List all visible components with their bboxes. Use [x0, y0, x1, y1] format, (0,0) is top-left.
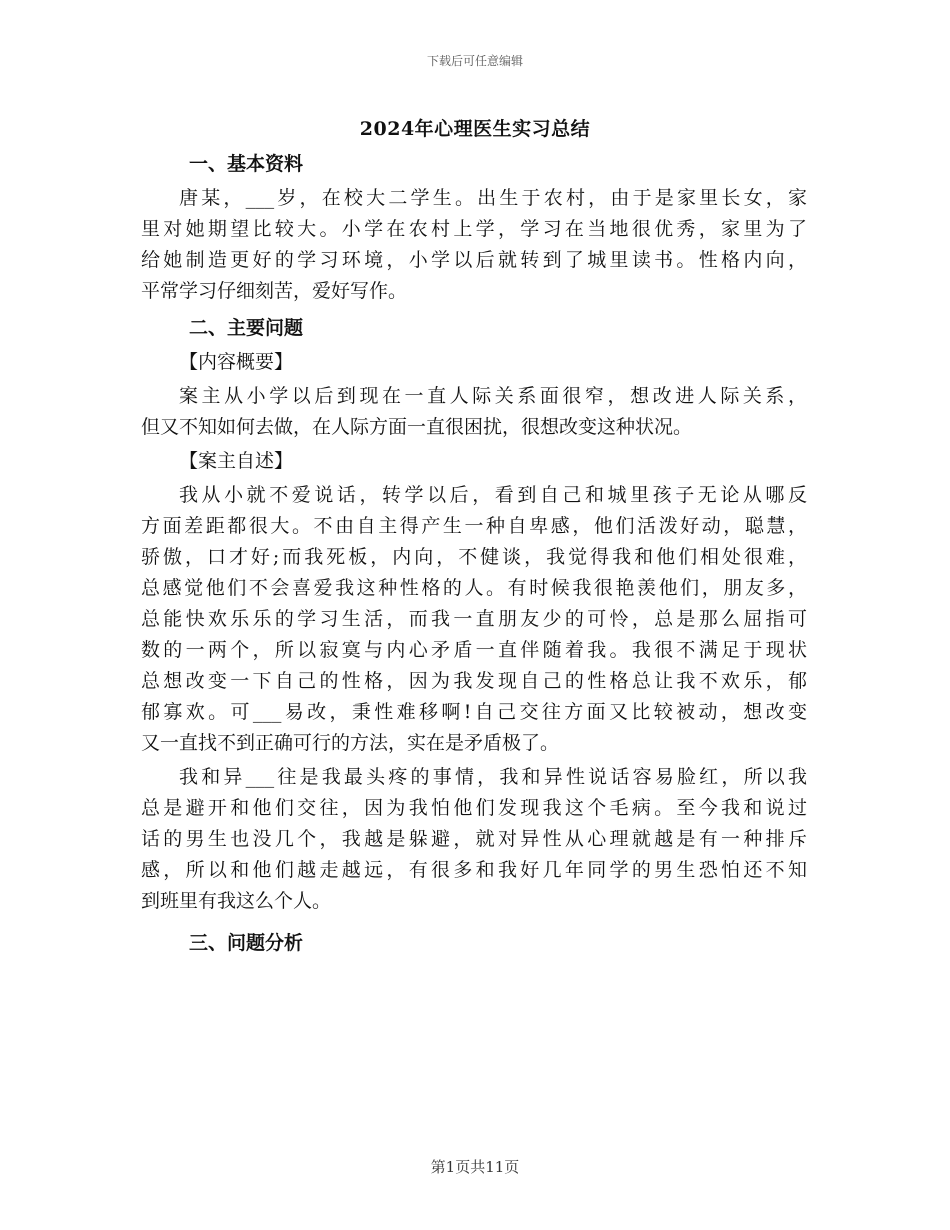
paragraph-line: 又一直找不到正确可行的方法，实在是矛盾极了。 — [141, 732, 560, 754]
section-heading-problem-analysis: 三、问题分析 — [189, 932, 304, 954]
paragraph-line: 我和异___往是我最头疼的事情，我和异性说话容易脸红，所以我 — [179, 766, 807, 788]
paragraph-line: 总感觉他们不会喜爱我这种性格的人。有时候我很艳羡他们，朋友多， — [141, 577, 807, 599]
paragraph-line: 里对她期望比较大。小学在农村上学，学习在当地很优秀，家里为了 — [141, 218, 807, 240]
page-number: 第1页共11页 — [430, 1158, 520, 1176]
section-heading-main-problem: 二、主要问题 — [189, 317, 304, 339]
paragraph-line: 唐某，___岁，在校大二学生。出生于农村，由于是家里长女，家 — [179, 187, 807, 209]
paragraph-line: 数的一两个，所以寂寞与内心矛盾一直伴随着我。我很不满足于现状 — [141, 639, 807, 661]
paragraph-line: 到班里有我这么个人。 — [141, 890, 332, 912]
paragraph-line: 总能快欢乐乐的学习生活，而我一直朋友少的可怜，总是那么屈指可 — [141, 608, 807, 630]
document-title: 2024年心理医生实习总结 — [359, 118, 591, 140]
paragraph-line: 给她制造更好的学习环境，小学以后就转到了城里读书。性格内向， — [141, 249, 807, 271]
document-body — [141, 149, 807, 959]
paragraph-line: 话的男生也没几个，我越是躲避，就对异性从心理就越是有一种排斥 — [141, 828, 807, 850]
paragraph-line: 总想改变一下自己的性格，因为我发现自己的性格总让我不欢乐，郁 — [141, 670, 807, 692]
paragraph-line: 感，所以和他们越走越远，有很多和我好几年同学的男生恐怕还不知 — [141, 859, 807, 881]
paragraph-line: 方面差距都很大。不由自主得产生一种自卑感，他们活泼好动，聪慧， — [141, 515, 807, 537]
paragraph-line: 但又不知如何去做，在人际方面一直很困扰，很想改变这种状况。 — [141, 416, 693, 438]
subheading-self-statement: 【案主自述】 — [179, 450, 294, 472]
page-header-note: 下载后可任意编辑 — [426, 54, 523, 68]
paragraph-line: 总是避开和他们交往，因为我怕他们发现我这个毛病。至今我和说过 — [141, 797, 807, 819]
paragraph-line: 平常学习仔细刻苦，爱好写作。 — [141, 280, 408, 302]
paragraph-line: 郁寡欢。可___易改，秉性难移啊!自己交往方面又比较被动，想改变 — [141, 701, 807, 723]
section-heading-basic-info: 一、基本资料 — [189, 153, 304, 175]
subheading-summary: 【内容概要】 — [179, 351, 294, 373]
paragraph-line: 案主从小学以后到现在一直人际关系面很窄，想改进人际关系， — [179, 385, 807, 407]
paragraph-line: 骄傲，口才好;而我死板，内向，不健谈，我觉得我和他们相处很难， — [141, 546, 807, 568]
paragraph-line: 我从小就不爱说话，转学以后，看到自己和城里孩子无论从哪反 — [179, 484, 807, 506]
